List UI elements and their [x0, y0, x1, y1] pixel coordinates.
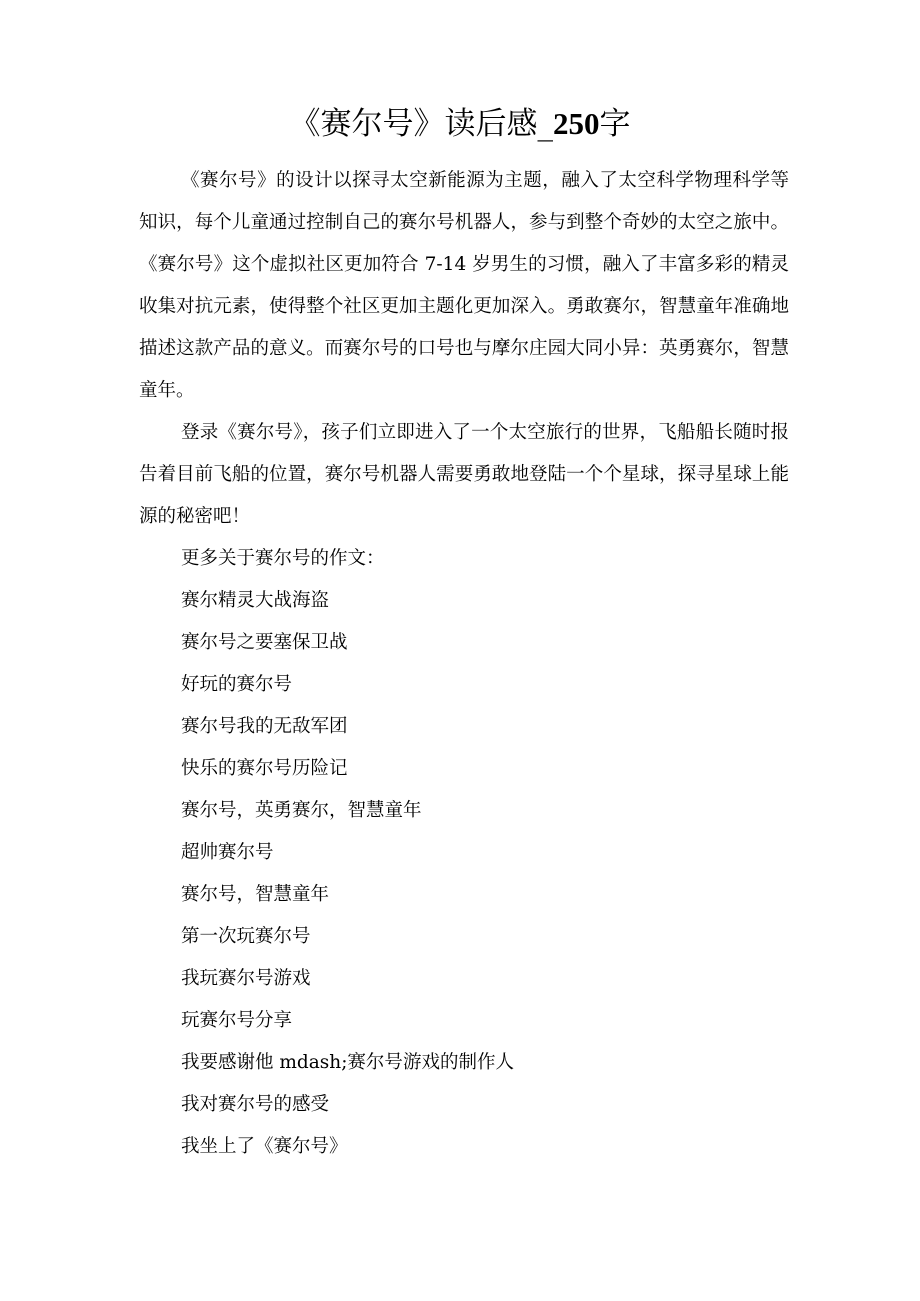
- title-prefix: 《赛尔号》读后感_: [289, 106, 553, 142]
- related-article-link[interactable]: 第一次玩赛尔号: [181, 926, 311, 947]
- related-article-link[interactable]: 赛尔精灵大战海盗: [181, 590, 330, 611]
- related-article-link[interactable]: 赛尔号我的无敌军团: [181, 716, 348, 737]
- related-article-link[interactable]: 赛尔号，英勇赛尔，智慧童年: [181, 800, 422, 821]
- related-article-link[interactable]: 好玩的赛尔号: [181, 674, 293, 695]
- related-article-link[interactable]: 超帅赛尔号: [181, 842, 274, 863]
- related-article-link[interactable]: 赛尔号之要塞保卫战: [181, 632, 348, 653]
- related-heading: 更多关于赛尔号的作文：: [181, 548, 385, 569]
- intro-paragraph: 《赛尔号》的设计以探寻太空新能源为主题，融入了太空科学物理科学等知识，每个儿童通过控制自己的赛尔号机器人，参与到整个奇妙的太空之旅中。《赛尔号》这个虚拟社区更加符合 7-14 岁男生的习惯，融入了丰富多彩的精灵收集对抗元素，使得整个社区更加主题化更加深入。勇敢赛尔，智慧童年准确地描述这款产品的意义。而赛尔号的口号也与摩尔庄园大同小异：英勇赛尔，智慧童年。: [139, 170, 789, 401]
- related-articles-list: [139, 580, 789, 1168]
- related-article-link[interactable]: 我要感谢他 mdash;赛尔号游戏的制作人: [181, 1052, 514, 1073]
- title-number: 250: [553, 106, 600, 141]
- login-paragraph: 登录《赛尔号》，孩子们立即进入了一个太空旅行的世界，飞船船长随时报告着目前飞船的位置，赛尔号机器人需要勇敢地登陆一个个星球，探寻星球上能源的秘密吧！: [139, 422, 789, 527]
- title-suffix: 字: [599, 106, 631, 142]
- document-title: [0, 102, 920, 146]
- related-article-link[interactable]: 赛尔号，智慧童年: [181, 884, 330, 905]
- related-article-link[interactable]: 快乐的赛尔号历险记: [181, 758, 348, 779]
- related-article-link[interactable]: 我对赛尔号的感受: [181, 1094, 330, 1115]
- related-article-link[interactable]: 我玩赛尔号游戏: [181, 968, 311, 989]
- related-article-link[interactable]: 我坐上了《赛尔号》: [181, 1136, 348, 1157]
- related-article-link[interactable]: 玩赛尔号分享: [181, 1010, 293, 1031]
- document-body: [139, 160, 789, 1168]
